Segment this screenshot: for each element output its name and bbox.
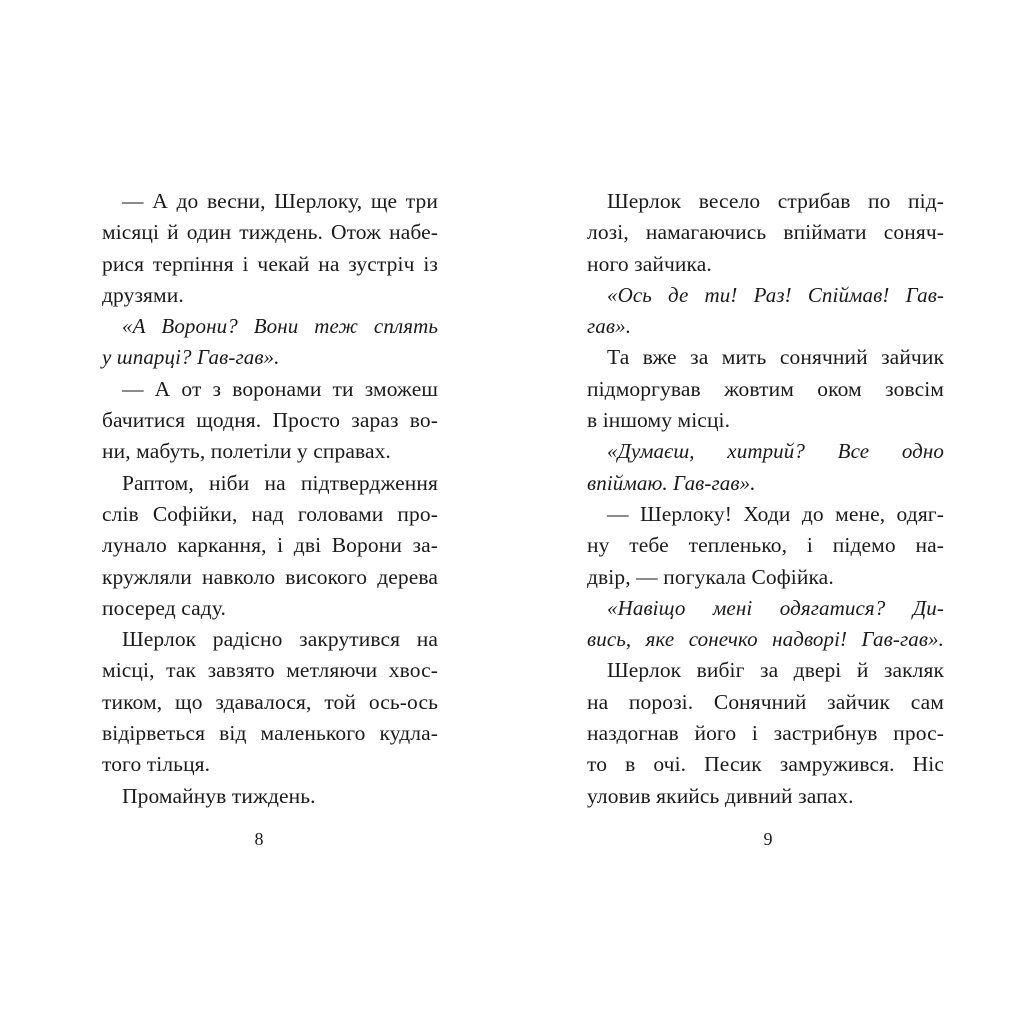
text-line: тиком, що здавалося, той ось-ось [102, 689, 438, 714]
text-line-italic-thought: впіймаю. Гав-гав». [587, 470, 756, 495]
text-line: лунало каркання, і дві Ворони за- [102, 533, 438, 558]
text-line: слів Софійки, над головами про- [102, 501, 438, 526]
text-line: на порозі. Сонячний зайчик сам [587, 689, 944, 714]
text-line: того тільця. [102, 752, 211, 777]
page-number-left: 8 [254, 829, 264, 849]
text-line: Раптом, ніби на підтвердження [122, 470, 438, 495]
text-line: посеред саду. [102, 595, 227, 620]
text-line: бачитися щодня. Просто зараз во- [102, 408, 438, 433]
text-line-italic-thought: «Ось де ти! Раз! Спіймав! Гав- [607, 282, 944, 307]
text-line-italic-thought: гав». [587, 314, 632, 339]
text-line: ну тебе тепленько, і підемо на- [587, 533, 944, 558]
text-line: Шерлок радісно закрутився на [122, 627, 438, 652]
text-line: Та вже за мить сонячний зайчик [607, 345, 944, 370]
text-line: кружляли навколо високого дерева [102, 564, 438, 589]
page-number-right: 9 [763, 829, 773, 849]
text-line: рися терпіння і чекай на зустріч із [102, 251, 438, 276]
text-line: двір, — погукала Софійка. [587, 564, 834, 589]
text-line: — А до весни, Шерлоку, ще три [122, 189, 438, 213]
text-line: — Шерлоку! Ходи до мене, одяг- [607, 501, 944, 526]
text-line: лозі, намагаючись впіймати соняч- [587, 220, 944, 245]
text-line: Промайнув тиждень. [122, 783, 316, 808]
text-line: ни, мабуть, полетіли у справах. [102, 439, 391, 464]
text-line: місці, так завзято метляючи хвос- [102, 658, 438, 683]
text-line: друзями. [102, 282, 184, 307]
text-line: Шерлок вибіг за двері й закляк [607, 658, 944, 683]
text-line-italic-thought: у шпарці? Гав-гав». [102, 345, 280, 370]
text-line: уловив якийсь дивний запах. [587, 783, 854, 808]
text-line: — А от з воронами ти зможеш [122, 376, 438, 401]
left-page-text [102, 186, 438, 812]
text-line: підморгував жовтим оком зовсім [587, 376, 944, 401]
text-line: в іншому місці. [587, 408, 731, 433]
text-line: ного зайчика. [587, 251, 712, 276]
text-line-italic-thought: «Навіщо мені одягатися? Ди- [607, 595, 944, 620]
right-page-text [587, 186, 944, 812]
text-line: Шерлок весело стрибав по під- [607, 189, 944, 213]
text-line: місяці й один тиждень. Отож набе- [102, 220, 438, 245]
text-line-italic-thought: «А Ворони? Вони теж сплять [122, 314, 438, 339]
text-line-italic-thought: вись, яке сонечко надворі! Гав-гав». [587, 627, 944, 652]
text-line: відірветься від маленького кудла- [102, 721, 438, 746]
text-line: наздогнав його і застрибнув прос- [587, 721, 944, 746]
text-line: то в очі. Песик замружився. Ніс [587, 752, 944, 777]
text-line-italic-thought: «Думаєш, хитрий? Все одно [607, 439, 944, 464]
